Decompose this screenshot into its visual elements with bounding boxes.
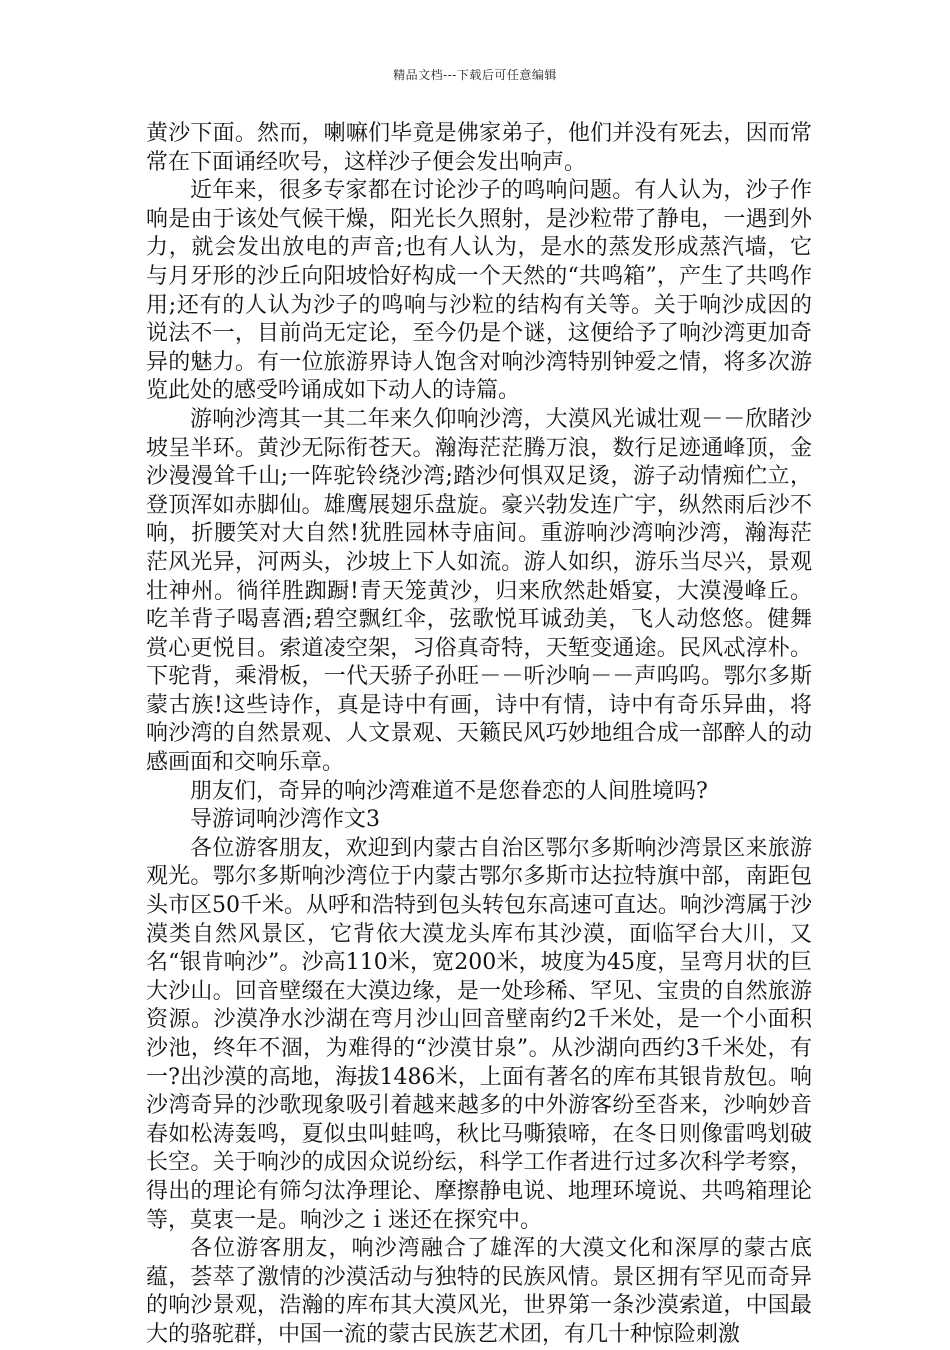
paragraph: 各位游客朋友，欢迎到内蒙古自治区鄂尔多斯响沙湾景区来旅游观光。鄂尔多斯响沙湾位于内蒙古鄂尔多斯市达拉特旗中部，南距包头市区50千米。从呼和浩特到包头转包东高速可直达。响沙湾属于沙漠类自然风景区，它背依大漠龙头库布其沙漠，面临罕台大川，又名“银肯响沙”。沙高110米，宽200米，坡度为45度，呈弯月状的巨大沙山。回音壁缀在大漠边缘，是一处珍稀、罕见、宝贵的自然旅游资源。沙漠净水沙湖在弯月沙山回音壁南约2千米处，是一个小面积沙池，终年不涸，为难得的“沙漠甘泉”。从沙湖向西约3千米处，有一?出沙漠的高地，海拔1486米，上面有著名的库布其银肯敖包。响沙湾奇异的沙歌现象吸引着越来越多的中外游客纷至沓来，沙响妙音春如松涛轰鸣，夏似虫叫蛙鸣，秋比马嘶猿啼，在冬日则像雷鸣划破长空。关于响沙的成因众说纷纭，科学工作者进行过多次科学考察，得出的理论有筛匀汰净理论、摩擦静电说、地理环境说、共鸣箱理论等，莫衷一是。响沙之ｉ迷还在探究中。 (146, 835, 812, 1233)
paragraph: 各位游客朋友，响沙湾融合了雄浑的大漠文化和深厚的蒙古底蕴，荟萃了激情的沙漠活动与独特的民族风情。景区拥有罕见而奇异的响沙景观，浩瀚的库布其大漠风光，世界第一条沙漠索道，中国最大的骆驼群，中国一流的蒙古民族艺术团，有几十种惊险刺激 (146, 1236, 812, 1347)
paragraph: 朋友们，奇异的响沙湾难道不是您眷恋的人间胜境吗? (190, 778, 708, 804)
paragraph: 近年来，很多专家都在讨论沙子的鸣响问题。有人认为，沙子作响是由于该处气候干燥，阳光长久照射，是沙粒带了静电，一遇到外力，就会发出放电的声音;也有人认为，是水的蒸发形成蒸汽墙，它与月牙形的沙丘向阳坡恰好构成一个天然的“共鸣箱”，产生了共鸣作用;还有的人认为沙子的鸣响与沙粒的结构有关等。关于响沙成因的说法不一，目前尚无定论，至今仍是个谜，这便给予了响沙湾更加奇异的魅力。有一位旅游界诗人饱含对响沙湾特别钟爱之情，将多次游览此处的感受吟诵成如下动人的诗篇。 (146, 178, 812, 404)
document-body (146, 120, 812, 1350)
paragraph: 黄沙下面。然而，喇嘛们毕竟是佛家弟子，他们并没有死去，因而常常在下面诵经吹号，这样沙子便会发出响声。 (146, 121, 812, 175)
page-header: 精品文档---下载后可任意编辑 (393, 68, 557, 82)
section-heading: 导游词响沙湾作文3 (190, 807, 380, 833)
paragraph: 游响沙湾其一其二年来久仰响沙湾，大漠风光诚壮观－－欣睹沙坡呈半环。黄沙无际衔苍天。瀚海茫茫腾万浪，数行足迹通峰顶，金沙漫漫耸千山;一阵驼铃绕沙湾;踏沙何惧双足烫，游子动情痴伫立，登顶浑如赤脚仙。雄鹰展翅乐盘旋。豪兴勃发连广宇，纵然雨后沙不响，折腰笑对大自然!犹胜园林寺庙间。重游响沙湾响沙湾，瀚海茫茫风光异，河两头，沙坡上下人如流。游人如织，游乐当尽兴，景观壮神州。徜徉胜踟蹰!青天笼黄沙，归来欣然赴婚宴，大漠漫峰丘。吃羊背子喝喜酒;碧空飘红伞，弦歌悦耳诚劲美，飞人动悠悠。健舞赏心更悦目。索道凌空架，习俗真奇特，天堑变通途。民风忒淳朴。下驼背，乘滑板，一代天骄子孙旺－－听沙响－－声呜呜。鄂尔多斯蒙古族!这些诗作，真是诗中有画，诗中有情，诗中有奇乐异曲，将响沙湾的自然景观、人文景观、天籁民风巧妙地组合成一部醉人的动感画面和交响乐章。 (146, 406, 812, 776)
